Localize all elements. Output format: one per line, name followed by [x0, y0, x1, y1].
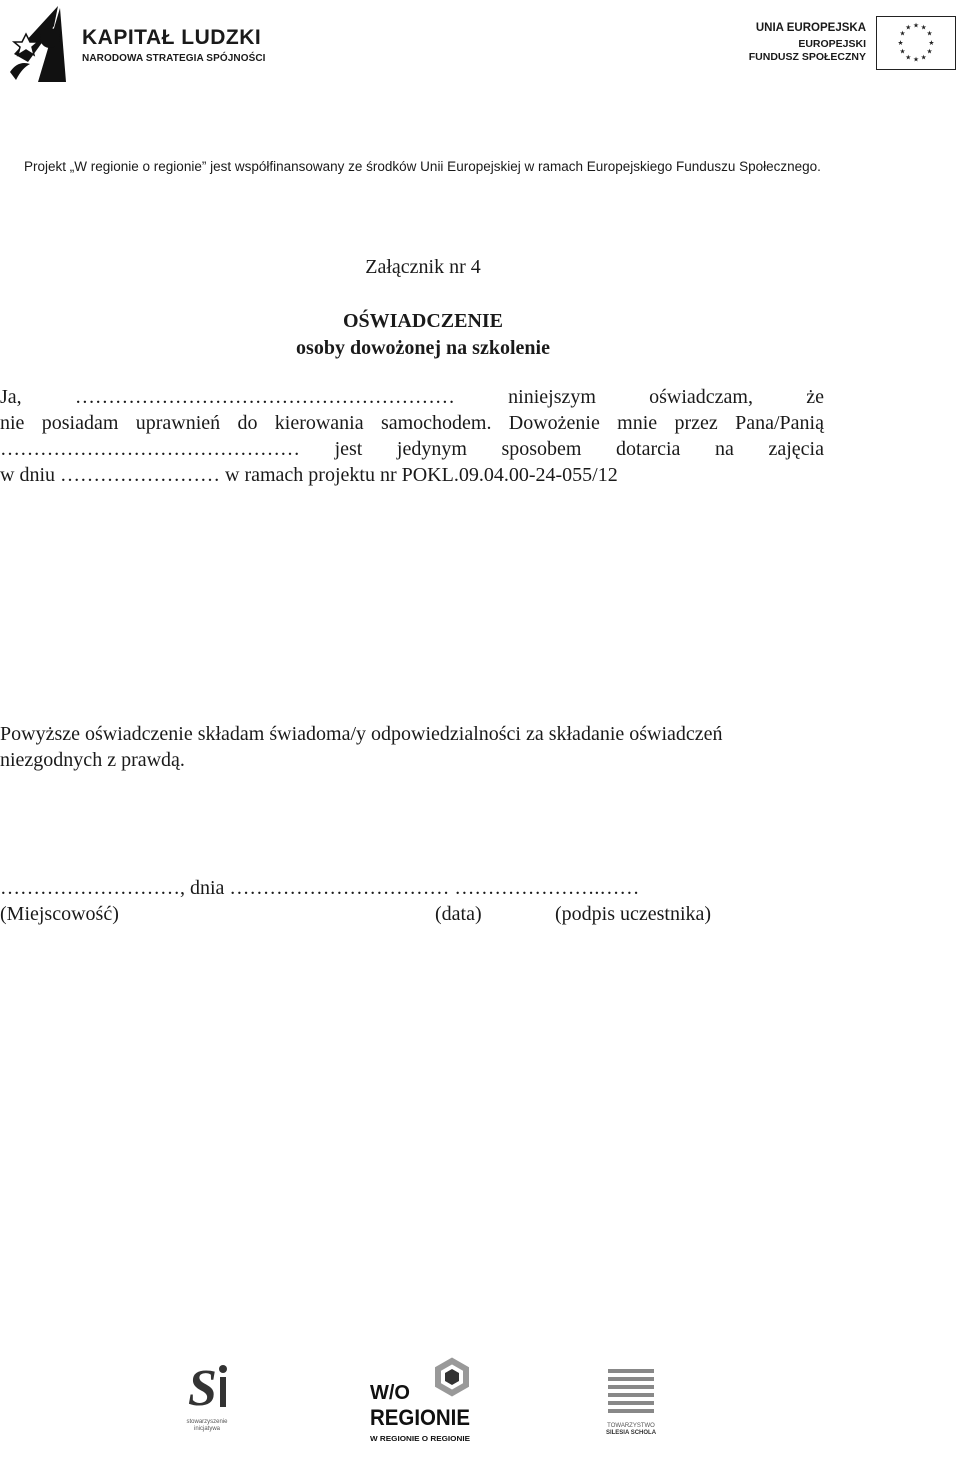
svg-text:★: ★: [912, 21, 920, 30]
svg-text:★: ★: [897, 38, 904, 47]
svg-text:★: ★: [905, 23, 912, 32]
eu-fund-line1: EUROPEJSKI: [798, 38, 866, 50]
kapital-ludzki-title: KAPITAŁ LUDZKI: [82, 26, 262, 49]
footer-logos: [170, 1355, 680, 1450]
annex-title: Załącznik nr 4: [365, 256, 481, 278]
svg-text:★: ★: [920, 23, 927, 32]
declaration-title-line2: osoby dowożonej na szkolenie: [296, 337, 550, 359]
body-word: kierowania: [274, 412, 364, 434]
svg-text:S: S: [188, 1360, 217, 1417]
body-word: mnie: [617, 412, 658, 434]
silesia-schola-emblem-icon: [598, 1365, 664, 1423]
wo-line2: REGIONIE: [370, 1405, 470, 1430]
responsibility-line2: niezgodnych z prawdą.: [0, 749, 185, 771]
name-fill-field[interactable]: …………………………………………………: [74, 386, 455, 408]
signature-labels: [0, 901, 800, 929]
project-cofinancing-note: Projekt „W regionie o regionie” jest współfinansowany ze środków Unii Europejskiej w ramach Europejskiego Funduszu Społecznego.: [24, 159, 821, 174]
kapital-ludzki-subtitle: NARODOWA STRATEGIA SPÓJNOŚCI: [82, 53, 266, 64]
body-word: uprawnień: [135, 412, 221, 434]
ss-line1: TOWARZYSTWO: [607, 1423, 655, 1429]
svg-text:★: ★: [899, 47, 906, 56]
body-line1-word: oświadczam,: [649, 386, 753, 408]
svg-text:★: ★: [926, 29, 933, 38]
body-word: przez: [674, 412, 718, 434]
kapital-ludzki-emblem-icon: [8, 2, 74, 84]
body-line1-word: niniejszym: [508, 386, 596, 408]
body-word: dotarcia: [616, 438, 681, 460]
kapital-ludzki-logo: [8, 2, 268, 84]
body-word: posiadam: [41, 412, 119, 434]
responsibility-statement: [0, 721, 860, 773]
body-word: Pana/Panią: [735, 412, 824, 434]
si-caption-2: inicjatywa: [193, 1426, 220, 1432]
date-label: (data): [435, 903, 482, 925]
si-emblem-icon: [182, 1355, 242, 1417]
silesia-schola-logo: [598, 1365, 664, 1445]
body-word: na: [715, 438, 734, 460]
eu-title: UNIA EUROPEJSKA: [755, 22, 866, 34]
svg-text:★: ★: [905, 53, 912, 62]
declaration-title-line1: OŚWIADCZENIE: [342, 310, 504, 332]
eu-logo: [748, 14, 956, 72]
declaration-body: [0, 384, 824, 488]
w-regionie-logo: [366, 1355, 476, 1450]
body-word: jedynym: [396, 438, 467, 460]
place-label: (Miejscowość): [0, 903, 119, 925]
body-word: zajęcia: [768, 438, 824, 460]
signature-fill-fields[interactable]: ………………………, dnia …………………………… ………………….……: [0, 877, 640, 899]
wo-line1: W/O: [370, 1382, 410, 1404]
body-word: jest: [334, 438, 363, 460]
body-word: Dowożenie: [508, 412, 600, 434]
body-line-3: [0, 436, 824, 462]
body-word: nie: [0, 412, 25, 434]
declaration-title: [0, 308, 846, 362]
svg-text:★: ★: [926, 47, 933, 56]
wo-line3: W REGIONIE O REGIONIE: [370, 1434, 470, 1443]
svg-text:★: ★: [920, 53, 927, 62]
body-line-1: [0, 384, 824, 410]
svg-text:★: ★: [928, 38, 935, 47]
si-caption-1: stowarzyszenie: [186, 1419, 228, 1425]
body-word: samochodem.: [380, 412, 492, 434]
body-line-4: w dniu …………………… w ramach projektu nr POKL.09.04.00-24-055/12: [0, 464, 618, 486]
ss-line2: SILESIA SCHOLA: [605, 1430, 657, 1436]
w-regionie-emblem: [366, 1355, 476, 1450]
body-word: sposobem: [501, 438, 582, 460]
responsibility-line1: Powyższe oświadczenie składam świadoma/y odpowiedzialności za składanie oświadczeń: [0, 723, 723, 745]
svg-text:★: ★: [899, 29, 906, 38]
driver-fill-field[interactable]: ………………………………………: [0, 438, 300, 460]
svg-text:★: ★: [912, 55, 920, 64]
eu-fund-line2: FUNDUSZ SPOŁECZNY: [748, 51, 866, 63]
body-line1-start: Ja,: [0, 386, 22, 408]
body-line-2: [0, 410, 824, 436]
eu-flag-icon: [876, 16, 956, 70]
stowarzyszenie-inicjatywa-logo: [182, 1355, 242, 1445]
body-word: do: [237, 412, 258, 434]
body-line1-word: że: [806, 386, 824, 408]
signature-label: (podpis uczestnika): [555, 903, 712, 925]
